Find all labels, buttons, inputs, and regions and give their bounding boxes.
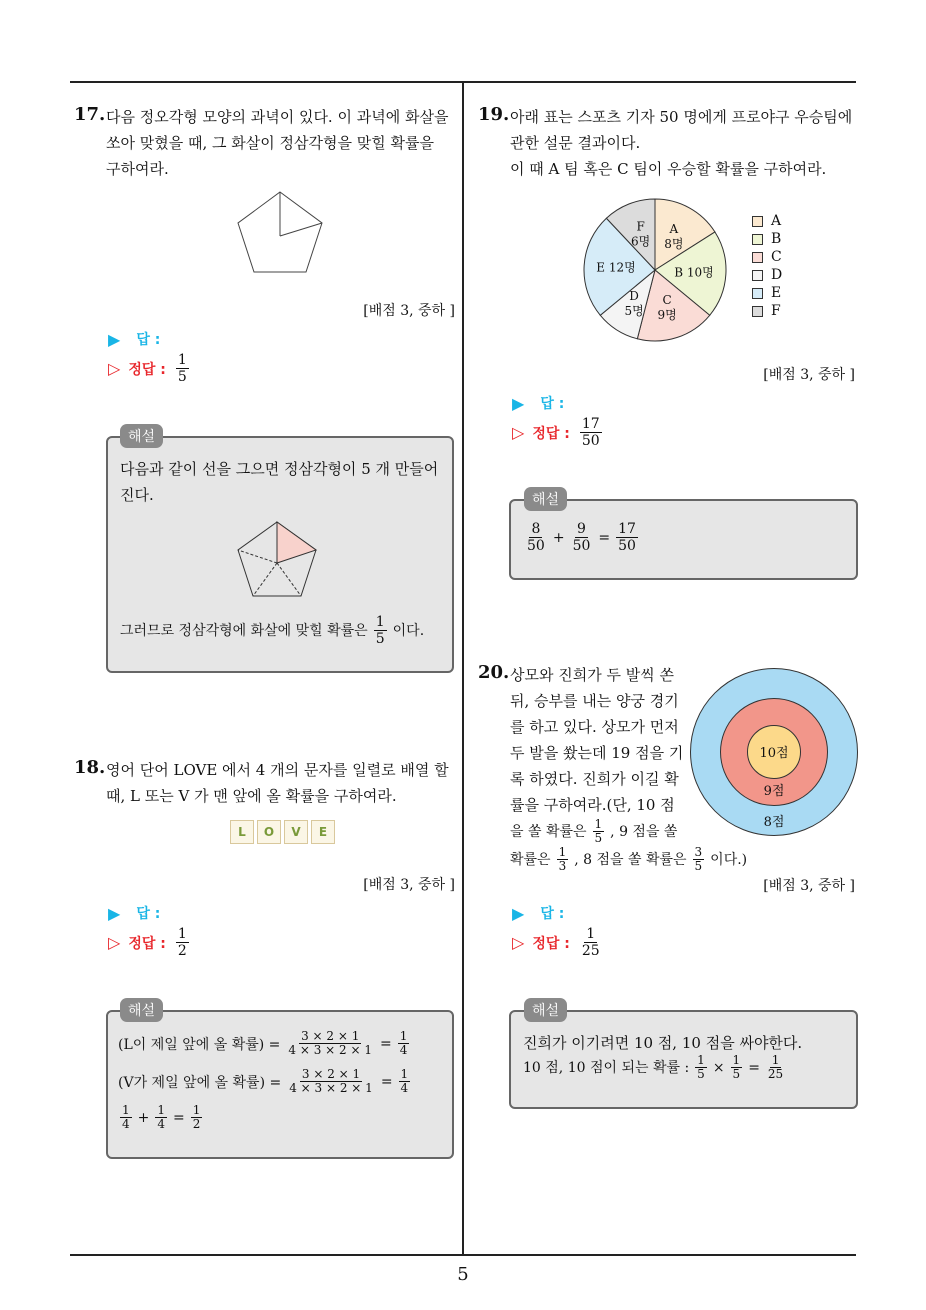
question-line: 아래 표는 스포츠 기자 50 명에게 프로야구 우승팀에 (510, 108, 853, 126)
solution-fraction (731, 1054, 743, 1081)
question-fraction (593, 818, 605, 845)
denominator: 4 × 3 × 2 × 1 (288, 1043, 372, 1057)
legend-item-e (752, 284, 782, 302)
letter-tile (230, 820, 254, 844)
solution-box (106, 436, 454, 673)
score-meta: [배점 3, 중하 ] (363, 303, 455, 319)
question-line: 관한 설문 결과이다. (510, 134, 641, 152)
solution-line: 이다. (392, 622, 425, 639)
solution-box (106, 1010, 454, 1159)
solution-text (120, 456, 450, 508)
pie-slice-label: D 5명 (624, 288, 644, 318)
answer-label: 답 : (540, 906, 565, 922)
score-meta: [배점 3, 중하 ] (363, 877, 455, 893)
solution-fraction (120, 1104, 132, 1131)
legend-item-f (752, 302, 782, 320)
legend-item-d (752, 266, 782, 284)
times-sign: × (712, 1059, 725, 1076)
pie-slice-label: C 9명 (657, 293, 677, 323)
question-text (510, 662, 710, 818)
correct-triangle-icon: ▷ (512, 933, 525, 952)
legend-swatch (752, 234, 763, 245)
correct-answer-row (512, 926, 604, 959)
correct-answer-row (108, 926, 191, 959)
denominator: 25 (767, 1067, 784, 1081)
love-tiles (230, 820, 335, 844)
question-line: 영어 단어 LOVE 에서 4 개의 문자를 일렬로 배열 할 (106, 761, 449, 779)
question-fraction (557, 846, 569, 873)
correct-answer-row (108, 352, 191, 385)
letter-tile (257, 820, 281, 844)
solution-tag: 해설 (524, 998, 567, 1022)
answer-label: 답 : (136, 906, 161, 922)
question-line: 쏘아 맞혔을 때, 그 화살이 정삼각형을 맞힐 확률을 (106, 134, 434, 152)
pentagon-solution-figure (232, 518, 322, 602)
question-line: 률을 구하여라.(단, 10 점 (510, 796, 675, 814)
denominator: 50 (581, 433, 600, 449)
target-label-9: 9점 (763, 784, 785, 799)
solution-box (509, 1010, 858, 1109)
correct-label: 정답 : (128, 361, 166, 378)
pie-slice-label: F 6명 (631, 219, 651, 249)
solution-label: (L이 제일 앞에 올 확률) = (118, 1036, 281, 1053)
pie-legend (752, 212, 782, 320)
equals-sign: = (748, 1059, 760, 1076)
question-line: , 8 점을 쏠 확률은 (574, 851, 687, 868)
solution-equation (523, 521, 640, 554)
question-number: 19. (478, 104, 510, 125)
solution-fraction (399, 1068, 411, 1095)
denominator: 4 (122, 1117, 130, 1131)
solution-line-1 (118, 1030, 411, 1057)
letter-tile (284, 820, 308, 844)
question-text (106, 757, 460, 809)
legend-swatch (752, 252, 763, 263)
solution-line: 다음과 같이 선을 그으면 정삼각형이 5 개 만들어 (120, 460, 439, 478)
letter-tile (311, 820, 335, 844)
denominator: 50 (572, 538, 591, 554)
solution-line-2 (118, 1068, 412, 1095)
solution-conclusion (120, 614, 424, 647)
answer-triangle-icon: ▶ (512, 903, 525, 923)
denominator: 25 (581, 943, 600, 959)
denominator: 2 (192, 1117, 201, 1131)
question-text (510, 104, 860, 182)
numerator: 3 × 2 × 1 (301, 1029, 360, 1043)
question-line: 구하여라. (106, 160, 169, 178)
correct-label: 정답 : (128, 935, 166, 952)
legend-swatch (752, 270, 763, 281)
numerator: 3 × 2 × 1 (301, 1067, 361, 1081)
numerator: 1 (177, 926, 187, 942)
score-meta: [배점 3, 중하 ] (763, 367, 855, 383)
answer-triangle-icon: ▶ (108, 903, 121, 923)
question-number: 17. (74, 104, 106, 125)
numerator: 1 (399, 1029, 408, 1043)
denominator: 5 (375, 631, 385, 647)
tile-letter: E (318, 825, 328, 839)
solution-box (509, 499, 858, 580)
bottom-rule (70, 1254, 856, 1256)
solution-label: (V가 제일 앞에 올 확률) = (118, 1074, 282, 1091)
question-line: 를 하고 있다. 상모가 먼저 (510, 718, 679, 736)
solution-line: 그러므로 정삼각형에 화살에 맞힐 확률은 (120, 622, 368, 639)
target-label-10: 10점 (759, 746, 789, 761)
question-line: 두 발을 쐈는데 19 점을 기 (510, 744, 684, 762)
answer-label: 답 : (540, 396, 565, 412)
correct-triangle-icon: ▷ (108, 359, 121, 378)
denominator: 4 (399, 1043, 408, 1057)
question-line: 이 때 A 팀 혹은 C 팀이 우승할 확률을 구하여라. (510, 160, 827, 178)
correct-answer-fraction (580, 416, 602, 449)
denominator: 2 (177, 943, 187, 959)
denominator: 5 (697, 1067, 705, 1081)
question-number: 18. (74, 757, 106, 778)
denominator: 50 (618, 538, 636, 554)
question-line: 이다.) (710, 851, 748, 868)
legend-label: F (771, 303, 781, 319)
solution-tag: 해설 (120, 424, 163, 448)
numerator: 1 (558, 845, 567, 859)
tile-letter: V (291, 825, 301, 839)
correct-triangle-icon: ▷ (512, 423, 525, 442)
solution-fraction (616, 521, 638, 554)
plus-sign: + (552, 529, 565, 546)
equals-sign: = (173, 1109, 185, 1126)
question-line: 상모와 진희가 두 발씩 쏜 (510, 666, 674, 684)
denominator: 5 (594, 831, 603, 845)
solution-fraction (191, 1104, 203, 1131)
solution-fraction (525, 521, 547, 554)
numerator: 17 (618, 521, 636, 537)
answer-triangle-icon: ▶ (108, 329, 121, 349)
numerator: 3 (694, 845, 703, 859)
question-line: 확률은 (510, 851, 551, 868)
correct-answer-fraction (176, 352, 189, 385)
correct-label: 정답 : (532, 425, 570, 442)
solution-tag: 해설 (524, 487, 567, 511)
target-label-8: 8점 (763, 815, 785, 830)
solution-fraction (287, 1068, 375, 1095)
question-line: 록 하였다. 진희가 이길 확 (510, 770, 679, 788)
answer-row (108, 903, 160, 923)
question-fraction (693, 846, 705, 873)
question-line: 을 쏠 확률은 (510, 823, 587, 840)
denominator: 4 × 3 × 2 × 1 (289, 1081, 373, 1095)
legend-swatch (752, 288, 763, 299)
page-number: 5 (457, 1264, 469, 1285)
solution-label: 10 점, 10 점이 되는 확률 : (523, 1059, 690, 1076)
numerator: 1 (192, 1103, 201, 1117)
legend-item-a (752, 212, 782, 230)
answer-triangle-icon: ▶ (512, 393, 525, 413)
question-line: 다음 정오각형 모양의 과녁이 있다. 이 과녁에 화살을 (106, 108, 449, 126)
question-line-fraction (510, 846, 747, 873)
numerator: 1 (122, 1103, 130, 1117)
question-number: 20. (478, 662, 510, 683)
score-meta: [배점 3, 중하 ] (763, 878, 855, 894)
denominator: 4 (400, 1081, 409, 1095)
legend-label: A (771, 213, 782, 229)
equals-sign: = (380, 1073, 393, 1090)
correct-answer-fraction (580, 926, 602, 959)
solution-fraction (695, 1054, 707, 1081)
numerator: 1 (177, 352, 187, 368)
numerator: 1 (157, 1103, 166, 1117)
answer-row (512, 903, 564, 923)
question-line-fraction (510, 818, 677, 845)
correct-triangle-icon: ▷ (108, 933, 121, 952)
solution-fraction (766, 1054, 785, 1081)
legend-label: E (771, 285, 782, 301)
denominator: 4 (157, 1117, 166, 1131)
pentagon-target-figure (232, 188, 328, 278)
question-line: 뒤, 승부를 내는 양궁 경기 (510, 692, 679, 710)
question-line: , 9 점을 쏠 (610, 823, 678, 840)
numerator: 1 (594, 817, 603, 831)
solution-line-2 (523, 1054, 787, 1081)
question-text (106, 104, 460, 182)
solution-line-3 (118, 1104, 204, 1131)
denominator: 5 (694, 859, 703, 873)
answer-row (108, 329, 160, 349)
equals-sign: = (598, 529, 611, 546)
numerator: 1 (586, 926, 596, 942)
numerator: 8 (531, 521, 541, 537)
answer-label: 답 : (136, 332, 161, 348)
solution-fraction (286, 1030, 374, 1057)
numerator: 1 (400, 1067, 409, 1081)
numerator: 9 (577, 521, 586, 537)
numerator: 1 (771, 1053, 780, 1067)
plus-sign: + (137, 1109, 150, 1126)
correct-answer-fraction (176, 926, 189, 959)
equals-sign: = (380, 1035, 392, 1052)
correct-label: 정답 : (532, 935, 570, 952)
solution-line: 진다. (120, 486, 154, 504)
legend-item-b (752, 230, 782, 248)
denominator: 50 (527, 538, 545, 554)
denominator: 5 (732, 1067, 741, 1081)
correct-answer-row (512, 416, 604, 449)
solution-fraction (571, 521, 593, 554)
pie-slice-label: A 8명 (664, 221, 684, 251)
question-line: 때, L 또는 V 가 맨 앞에 올 확률을 구하여라. (106, 787, 397, 805)
legend-item-c (752, 248, 782, 266)
numerator: 1 (375, 614, 385, 630)
numerator: 17 (581, 416, 600, 432)
solution-line-1: 진희가 이기려면 10 점, 10 점을 싸야한다. (523, 1034, 803, 1052)
denominator: 3 (558, 859, 567, 873)
pie-slice-label: B 10명 (674, 265, 714, 280)
column-divider (462, 83, 464, 1254)
solution-fraction (374, 614, 387, 647)
legend-swatch (752, 306, 763, 317)
denominator: 5 (177, 369, 187, 385)
solution-fraction (155, 1104, 167, 1131)
answer-row (512, 393, 564, 413)
solution-tag: 해설 (120, 998, 163, 1022)
legend-label: D (771, 267, 783, 283)
solution-fraction (398, 1030, 410, 1057)
legend-label: C (771, 249, 782, 265)
pie-slice-label: E 12명 (596, 260, 636, 275)
legend-swatch (752, 216, 763, 227)
target-figure (690, 668, 860, 838)
numerator: 1 (732, 1053, 741, 1067)
tile-letter: O (263, 825, 275, 839)
tile-letter: L (238, 825, 246, 839)
numerator: 1 (697, 1053, 705, 1067)
legend-label: B (771, 231, 782, 247)
